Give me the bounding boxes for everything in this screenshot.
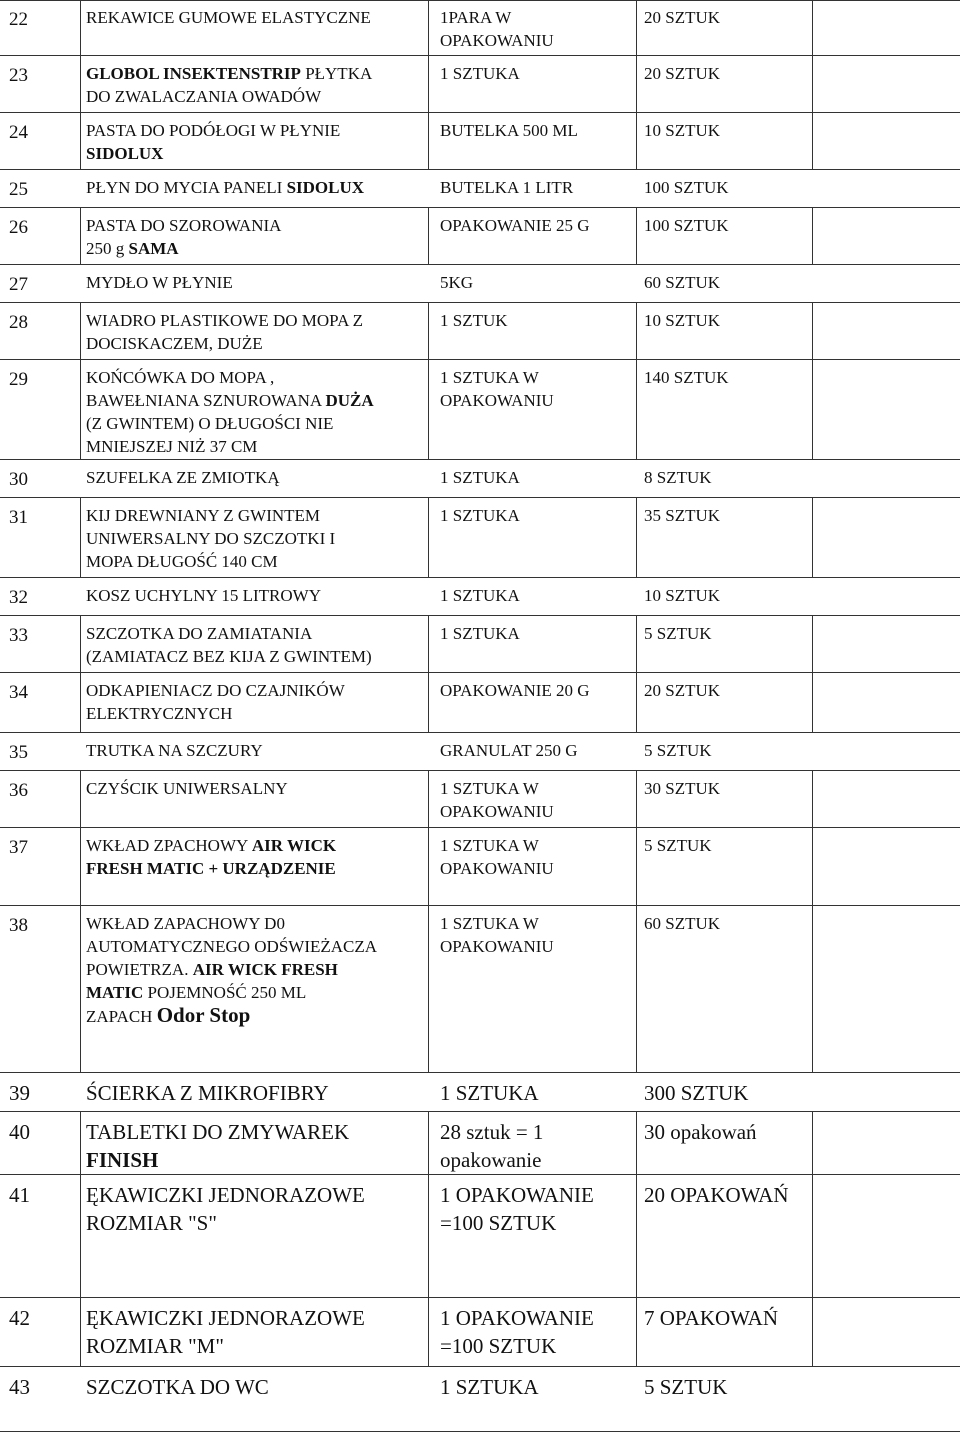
column-divider bbox=[428, 828, 429, 906]
quantity bbox=[644, 309, 720, 332]
quantity-line: 30 SZTUK bbox=[644, 779, 721, 798]
row-number-line: 22 bbox=[9, 9, 28, 30]
table-row bbox=[0, 208, 960, 265]
table-row bbox=[0, 360, 960, 460]
table-row bbox=[0, 498, 960, 578]
column-divider bbox=[428, 208, 429, 265]
unit-packaging bbox=[440, 912, 554, 958]
product-description bbox=[86, 466, 280, 489]
product-description-line bbox=[86, 1146, 349, 1174]
product-description-line: WIADRO PLASTIKOWE DO MOPA Z bbox=[86, 311, 364, 330]
row-number bbox=[9, 366, 28, 394]
product-description-line bbox=[86, 142, 340, 165]
column-divider bbox=[428, 1298, 429, 1367]
quantity-line: 140 SZTUK bbox=[644, 368, 729, 387]
product-description-line: TABLETKI DO ZMYWAREK bbox=[86, 1120, 350, 1144]
row-number bbox=[9, 1079, 30, 1107]
row-number-line: 43 bbox=[9, 1375, 30, 1399]
product-description-line: MATIC POJEMNOŚĆ 250 ML bbox=[86, 983, 307, 1002]
column-divider bbox=[428, 113, 429, 170]
product-description bbox=[86, 622, 372, 668]
unit-packaging bbox=[440, 584, 520, 607]
unit-packaging-line: GRANULAT 250 G bbox=[440, 741, 578, 760]
product-description-line: (Z GWINTEM) O DŁUGOŚCI NIE bbox=[86, 414, 334, 433]
row-number-line: 37 bbox=[9, 837, 28, 858]
unit-packaging-line: 1 SZTUKA bbox=[440, 1081, 539, 1105]
table-row bbox=[0, 733, 960, 771]
column-divider bbox=[636, 303, 637, 360]
column-divider bbox=[428, 906, 429, 1073]
quantity bbox=[644, 271, 720, 294]
column-divider bbox=[812, 56, 813, 113]
unit-packaging-line: BUTELKA 500 ML bbox=[440, 121, 578, 140]
quantity-line: 100 SZTUK bbox=[644, 178, 729, 197]
row-number bbox=[9, 466, 28, 494]
column-divider bbox=[636, 498, 637, 578]
unit-packaging-line: OPAKOWANIE 20 G bbox=[440, 681, 590, 700]
column-divider bbox=[428, 1175, 429, 1298]
unit-packaging-line: BUTELKA 1 LITR bbox=[440, 178, 574, 197]
product-description-line: ODKAPIENIACZ DO CZAJNIKÓW bbox=[86, 681, 345, 700]
column-divider bbox=[80, 208, 81, 265]
table-row bbox=[0, 616, 960, 673]
row-number-line: 35 bbox=[9, 742, 28, 763]
unit-packaging bbox=[440, 622, 520, 645]
product-description-line: PŁYN DO MYCIA PANELI SIDOLUX bbox=[86, 178, 365, 197]
table-row bbox=[0, 56, 960, 113]
quantity bbox=[644, 1079, 748, 1107]
quantity bbox=[644, 466, 712, 489]
bold-brand-text: FRESH MATIC + URZĄDZENIE bbox=[86, 859, 336, 878]
column-divider bbox=[636, 1298, 637, 1367]
table-row bbox=[0, 1073, 960, 1112]
quantity bbox=[644, 62, 720, 85]
unit-packaging bbox=[440, 679, 590, 702]
column-divider bbox=[812, 360, 813, 460]
product-description bbox=[86, 679, 345, 725]
quantity bbox=[644, 777, 720, 800]
row-number-line: 29 bbox=[9, 369, 28, 390]
table-row bbox=[0, 0, 960, 56]
quantity-line: 5 SZTUK bbox=[644, 624, 712, 643]
column-divider bbox=[428, 771, 429, 828]
quantity-line: 60 SZTUK bbox=[644, 273, 721, 292]
unit-packaging bbox=[440, 466, 520, 489]
unit-packaging bbox=[440, 119, 578, 142]
column-divider bbox=[80, 1112, 81, 1175]
unit-packaging-line: 1PARA W bbox=[440, 8, 512, 27]
product-description-line: PASTA DO SZOROWANIA bbox=[86, 216, 282, 235]
product-description-line: MYDŁO W PŁYNIE bbox=[86, 273, 233, 292]
unit-packaging-line: 1 SZTUKA W bbox=[440, 836, 539, 855]
quantity-line: 300 SZTUK bbox=[644, 1081, 749, 1105]
row-number bbox=[9, 679, 28, 707]
product-description bbox=[86, 271, 233, 294]
unit-packaging bbox=[440, 739, 578, 762]
column-divider bbox=[80, 828, 81, 906]
quantity-line: 100 SZTUK bbox=[644, 216, 729, 235]
product-description-line: ĘKAWICZKI JEDNORAZOWE bbox=[86, 1306, 365, 1330]
product-description bbox=[86, 504, 335, 573]
row-number bbox=[9, 6, 28, 34]
table-row bbox=[0, 265, 960, 303]
column-divider bbox=[80, 498, 81, 578]
row-number bbox=[9, 271, 28, 299]
column-divider bbox=[812, 616, 813, 673]
column-divider bbox=[812, 828, 813, 906]
column-divider bbox=[80, 673, 81, 733]
column-divider bbox=[80, 0, 81, 56]
quantity-line: 60 SZTUK bbox=[644, 914, 721, 933]
product-description-line: WKŁAD ZPACHOWY AIR WICK bbox=[86, 836, 337, 855]
table-row bbox=[0, 113, 960, 170]
row-number bbox=[9, 214, 28, 242]
table-row bbox=[0, 578, 960, 616]
column-divider bbox=[80, 303, 81, 360]
quantity-line: 10 SZTUK bbox=[644, 586, 721, 605]
row-number bbox=[9, 62, 28, 90]
row-number bbox=[9, 739, 28, 767]
quantity bbox=[644, 176, 729, 199]
unit-packaging-line: opakowanie bbox=[440, 1148, 542, 1172]
column-divider bbox=[636, 0, 637, 56]
unit-packaging bbox=[440, 6, 554, 52]
row-number bbox=[9, 834, 28, 862]
product-description bbox=[86, 1118, 349, 1174]
unit-packaging bbox=[440, 1079, 539, 1107]
row-number bbox=[9, 119, 28, 147]
unit-packaging-line: =100 SZTUK bbox=[440, 1211, 557, 1235]
bold-brand-text: FINISH bbox=[86, 1148, 159, 1172]
row-number bbox=[9, 1304, 30, 1332]
column-divider bbox=[80, 1175, 81, 1298]
unit-packaging-line: 1 SZTUKA bbox=[440, 468, 520, 487]
column-divider bbox=[812, 1175, 813, 1298]
unit-packaging-line: 1 OPAKOWANIE bbox=[440, 1183, 594, 1207]
product-description bbox=[86, 176, 364, 199]
bold-brand-text: AIR WICK bbox=[251, 836, 337, 855]
unit-packaging bbox=[440, 504, 520, 527]
product-description-line: ZAPACH Odor Stop bbox=[86, 1003, 251, 1027]
column-divider bbox=[636, 208, 637, 265]
quantity bbox=[644, 834, 712, 857]
row-number-line: 36 bbox=[9, 780, 28, 801]
table-row bbox=[0, 1367, 960, 1432]
product-description-line: AUTOMATYCZNEGO ODŚWIEŻACZA bbox=[86, 937, 378, 956]
product-description bbox=[86, 366, 374, 458]
row-number-line: 28 bbox=[9, 312, 28, 333]
row-number bbox=[9, 622, 28, 650]
column-divider bbox=[812, 303, 813, 360]
quantity bbox=[644, 6, 720, 29]
column-divider bbox=[812, 673, 813, 733]
product-description bbox=[86, 1373, 269, 1401]
unit-packaging bbox=[440, 1373, 539, 1401]
bold-brand-text: SIDOLUX bbox=[286, 178, 365, 197]
column-divider bbox=[428, 673, 429, 733]
column-divider bbox=[428, 0, 429, 56]
unit-packaging-line: 1 SZTUKA bbox=[440, 624, 520, 643]
row-number bbox=[9, 309, 28, 337]
row-number-line: 24 bbox=[9, 122, 28, 143]
unit-packaging bbox=[440, 1181, 594, 1237]
table-row bbox=[0, 771, 960, 828]
column-divider bbox=[80, 616, 81, 673]
column-divider bbox=[80, 1298, 81, 1367]
unit-packaging-line: 1 SZTUKA W bbox=[440, 779, 539, 798]
bold-brand-text: AIR WICK FRESH bbox=[192, 960, 338, 979]
product-description-line: SZCZOTKA DO WC bbox=[86, 1375, 269, 1399]
quantity-line: 7 OPAKOWAŃ bbox=[644, 1306, 778, 1330]
row-number bbox=[9, 504, 28, 532]
column-divider bbox=[812, 498, 813, 578]
quantity bbox=[644, 1118, 757, 1146]
product-description-line: ĘKAWICZKI JEDNORAZOWE bbox=[86, 1183, 365, 1207]
unit-packaging bbox=[440, 1118, 543, 1174]
unit-packaging bbox=[440, 777, 554, 823]
row-number-line: 33 bbox=[9, 625, 28, 646]
table-row bbox=[0, 673, 960, 733]
table-row bbox=[0, 1175, 960, 1298]
row-number bbox=[9, 912, 28, 940]
unit-packaging bbox=[440, 1304, 594, 1360]
product-description bbox=[86, 1079, 329, 1107]
unit-packaging bbox=[440, 176, 573, 199]
product-description bbox=[86, 309, 363, 355]
quantity bbox=[644, 504, 720, 527]
quantity bbox=[644, 912, 720, 935]
row-number bbox=[9, 1118, 30, 1146]
product-description-line: MOPA DŁUGOŚĆ 140 CM bbox=[86, 552, 278, 571]
row-number bbox=[9, 176, 28, 204]
column-divider bbox=[636, 56, 637, 113]
quantity bbox=[644, 1304, 778, 1332]
unit-packaging-line: OPAKOWANIE 25 G bbox=[440, 216, 590, 235]
unit-packaging-line: 1 SZTUKA bbox=[440, 506, 520, 525]
row-number-line: 34 bbox=[9, 682, 28, 703]
quantity-line: 35 SZTUK bbox=[644, 506, 721, 525]
row-number-line: 42 bbox=[9, 1306, 30, 1330]
row-number-line: 26 bbox=[9, 217, 28, 238]
quantity bbox=[644, 1181, 789, 1209]
quantity bbox=[644, 119, 720, 142]
row-number-line: 23 bbox=[9, 65, 28, 86]
quantity bbox=[644, 622, 712, 645]
unit-packaging-line: =100 SZTUK bbox=[440, 1334, 557, 1358]
unit-packaging-line: 1 OPAKOWANIE bbox=[440, 1306, 594, 1330]
unit-packaging-line: 1 SZTUKA bbox=[440, 586, 520, 605]
column-divider bbox=[80, 906, 81, 1073]
unit-packaging-line: 1 SZTUKA W bbox=[440, 914, 539, 933]
table-row bbox=[0, 906, 960, 1073]
bold-brand-text: SAMA bbox=[128, 239, 179, 258]
quantity-line: 20 SZTUK bbox=[644, 8, 721, 27]
column-divider bbox=[812, 113, 813, 170]
column-divider bbox=[428, 56, 429, 113]
product-description-line: ŚCIERKA Z MIKROFIBRY bbox=[86, 1081, 329, 1105]
quantity-line: 10 SZTUK bbox=[644, 311, 721, 330]
row-number bbox=[9, 777, 28, 805]
product-description bbox=[86, 777, 288, 800]
table-row bbox=[0, 170, 960, 208]
product-description-line: BAWEŁNIANA SZNUROWANA DUŻA bbox=[86, 391, 374, 410]
product-description-line: 250 g SAMA bbox=[86, 239, 179, 258]
product-description-line: DOCISKACZEM, DUŻE bbox=[86, 334, 263, 353]
column-divider bbox=[80, 56, 81, 113]
row-number-line: 40 bbox=[9, 1120, 30, 1144]
unit-packaging-line: 1 SZTUKA W bbox=[440, 368, 539, 387]
product-description-line: KOSZ UCHYLNY 15 LITROWY bbox=[86, 586, 321, 605]
table-row bbox=[0, 1298, 960, 1367]
quantity-line: 10 SZTUK bbox=[644, 121, 721, 140]
column-divider bbox=[80, 360, 81, 460]
column-divider bbox=[812, 771, 813, 828]
product-description bbox=[86, 214, 281, 260]
unit-packaging-line: 28 sztuk = 1 bbox=[440, 1120, 544, 1144]
product-description-line: CZYŚCIK UNIWERSALNY bbox=[86, 779, 288, 798]
row-number-line: 25 bbox=[9, 179, 28, 200]
product-description-line: REKAWICE GUMOWE ELASTYCZNE bbox=[86, 8, 371, 27]
row-number-line: 27 bbox=[9, 274, 28, 295]
row-number-line: 41 bbox=[9, 1183, 30, 1207]
table-row bbox=[0, 1112, 960, 1175]
quantity-line: 8 SZTUK bbox=[644, 468, 712, 487]
product-description-line: KIJ DREWNIANY Z GWINTEM bbox=[86, 506, 321, 525]
quantity-line: 30 opakowań bbox=[644, 1120, 757, 1144]
product-description bbox=[86, 584, 321, 607]
product-description-line: PASTA DO PODÓŁOGI W PŁYNIE bbox=[86, 121, 341, 140]
product-description-line bbox=[86, 857, 336, 880]
bold-brand-text: GLOBOL INSEKTENSTRIP bbox=[86, 64, 301, 83]
product-description bbox=[86, 834, 336, 880]
column-divider bbox=[428, 360, 429, 460]
product-description-line: ROZMIAR "M" bbox=[86, 1334, 224, 1358]
column-divider bbox=[80, 113, 81, 170]
bold-brand-text: DUŻA bbox=[325, 391, 374, 410]
quantity-line: 5 SZTUK bbox=[644, 836, 712, 855]
column-divider bbox=[636, 906, 637, 1073]
unit-packaging bbox=[440, 214, 590, 237]
column-divider bbox=[812, 208, 813, 265]
unit-packaging-line: 5KG bbox=[440, 273, 474, 292]
product-description-line: ELEKTRYCZNYCH bbox=[86, 704, 233, 723]
unit-packaging bbox=[440, 366, 554, 412]
unit-packaging bbox=[440, 834, 554, 880]
row-number-line: 38 bbox=[9, 915, 28, 936]
row-number-line: 39 bbox=[9, 1081, 30, 1105]
row-number-line: 32 bbox=[9, 587, 28, 608]
product-description-line: DO ZWALACZANIA OWADÓW bbox=[86, 87, 322, 106]
column-divider bbox=[636, 673, 637, 733]
bold-brand-text: MATIC bbox=[86, 983, 144, 1002]
unit-packaging-line: 1 SZTUK bbox=[440, 311, 508, 330]
unit-packaging bbox=[440, 309, 508, 332]
column-divider bbox=[636, 1175, 637, 1298]
row-number bbox=[9, 1181, 30, 1209]
unit-packaging-line: OPAKOWANIU bbox=[440, 31, 554, 50]
row-number bbox=[9, 1373, 30, 1401]
quantity bbox=[644, 366, 729, 389]
product-description-line: GLOBOL INSEKTENSTRIP PŁYTKA bbox=[86, 64, 373, 83]
column-divider bbox=[636, 616, 637, 673]
bold-brand-text: Odor Stop bbox=[156, 1003, 251, 1027]
column-divider bbox=[812, 906, 813, 1073]
column-divider bbox=[428, 498, 429, 578]
product-description-line: POWIETRZA. AIR WICK FRESH bbox=[86, 960, 338, 979]
quantity bbox=[644, 739, 712, 762]
product-description-line: WKŁAD ZAPACHOWY D0 bbox=[86, 914, 285, 933]
unit-packaging-line: OPAKOWANIU bbox=[440, 859, 554, 878]
quantity-line: 20 SZTUK bbox=[644, 64, 721, 83]
column-divider bbox=[812, 0, 813, 56]
table-row bbox=[0, 303, 960, 360]
unit-packaging-line: 1 SZTUKA bbox=[440, 64, 520, 83]
product-description-line: KOŃCÓWKA DO MOPA , bbox=[86, 368, 275, 387]
row-number bbox=[9, 584, 28, 612]
quantity-line: 5 SZTUK bbox=[644, 1375, 728, 1399]
product-description-line: (ZAMIATACZ BEZ KIJA Z GWINTEM) bbox=[86, 647, 372, 666]
column-divider bbox=[812, 1298, 813, 1367]
column-divider bbox=[636, 360, 637, 460]
product-description bbox=[86, 1304, 365, 1360]
product-description-line: MNIEJSZEJ NIŻ 37 CM bbox=[86, 437, 258, 456]
product-description bbox=[86, 912, 377, 1028]
row-number-line: 31 bbox=[9, 507, 28, 528]
column-divider bbox=[812, 1112, 813, 1175]
column-divider bbox=[428, 303, 429, 360]
quantity bbox=[644, 214, 729, 237]
unit-packaging bbox=[440, 62, 520, 85]
product-description bbox=[86, 739, 263, 762]
column-divider bbox=[636, 113, 637, 170]
column-divider bbox=[428, 616, 429, 673]
product-description bbox=[86, 62, 372, 108]
product-description-line: SZCZOTKA DO ZAMIATANIA bbox=[86, 624, 313, 643]
table-row bbox=[0, 828, 960, 906]
product-description bbox=[86, 6, 371, 29]
column-divider bbox=[636, 771, 637, 828]
product-description bbox=[86, 119, 340, 165]
product-description-line: TRUTKA NA SZCZURY bbox=[86, 741, 263, 760]
product-description bbox=[86, 1181, 365, 1237]
quantity bbox=[644, 1373, 727, 1401]
product-description-line: UNIWERSALNY DO SZCZOTKI I bbox=[86, 529, 336, 548]
column-divider bbox=[636, 1112, 637, 1175]
quantity-line: 20 SZTUK bbox=[644, 681, 721, 700]
row-number-line: 30 bbox=[9, 469, 28, 490]
column-divider bbox=[636, 828, 637, 906]
unit-packaging bbox=[440, 271, 473, 294]
product-description-line: ROZMIAR "S" bbox=[86, 1211, 217, 1235]
quantity-line: 5 SZTUK bbox=[644, 741, 712, 760]
unit-packaging-line: OPAKOWANIU bbox=[440, 802, 554, 821]
quantity-line: 20 OPAKOWAŃ bbox=[644, 1183, 789, 1207]
unit-packaging-line: 1 SZTUKA bbox=[440, 1375, 539, 1399]
unit-packaging-line: OPAKOWANIU bbox=[440, 937, 554, 956]
quantity bbox=[644, 679, 720, 702]
product-description-line: SZUFELKA ZE ZMIOTKĄ bbox=[86, 468, 280, 487]
column-divider bbox=[428, 1112, 429, 1175]
quantity bbox=[644, 584, 720, 607]
unit-packaging-line: OPAKOWANIU bbox=[440, 391, 554, 410]
column-divider bbox=[80, 771, 81, 828]
bold-brand-text: SIDOLUX bbox=[86, 144, 164, 163]
table-row bbox=[0, 460, 960, 498]
